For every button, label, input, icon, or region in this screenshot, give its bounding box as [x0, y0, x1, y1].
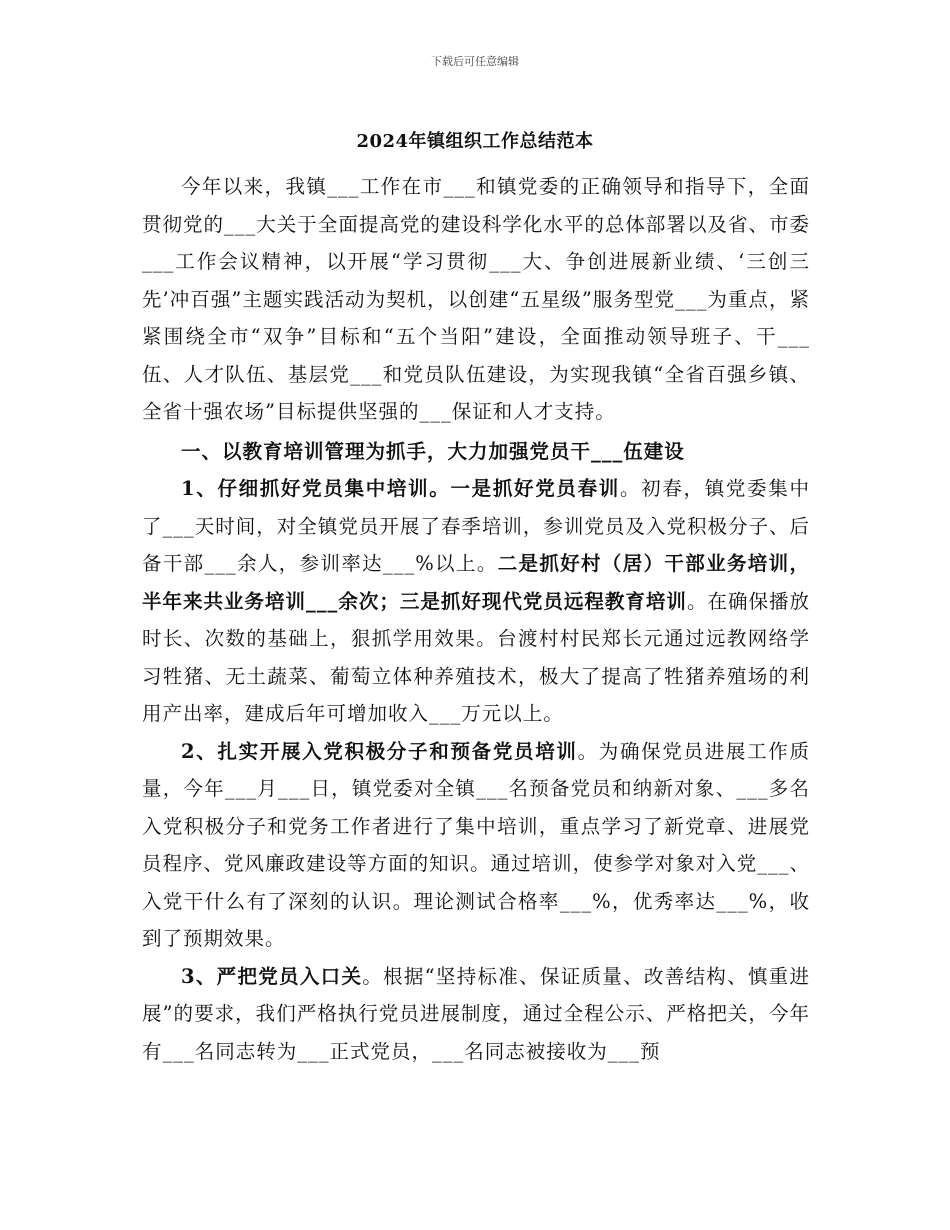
paragraph-entry-heading: 3、严把党员入口关 [181, 964, 363, 988]
paragraph-intro: 今年以来，我镇___工作在市___和镇党委的正确领导和指导下，全面贯彻党的___大关于全面提高党的建设科学化水平的总体部署以及省、市委___工作会议精神，以开展“学习贯彻___大、争创进展新业绩、‘三创三先’冲百强”主题实践活动为契机，以创建“五星级”服务型党___为重点，紧紧围绕全市“双争”目标和“五个当阳”建设，全面推动领导班子、干___伍、人才队伍、基层党___和党员队伍建设，为实现我镇“全省百强乡镇、全省十强农场”目标提供坚强的___保证和人才支持。 [142, 175, 810, 423]
paragraph-training-bold-2: 二是抓好村（居）干部业务培训，半年来共业务培训___余次；三是抓好现代党员远程教育培训 [142, 552, 810, 613]
paragraph-training-heading: 1、仔细抓好党员集中培训。一是抓好党员春训 [181, 477, 620, 500]
paragraph-entry-text: 。根据“坚持标准、保证质量、改善结构、慎重进展”的要求，我们严格执行党员进展制度，通过全程公示、严格把关，今年有___名同志转为___正式党员，___名同志被接收为___预 [142, 964, 810, 1063]
paragraph-activist-text: 。为确保党员进展工作质量，今年___月___日，镇党委对全镇___名预备党员和纳新对象、___多名入党积极分子和党务工作者进行了集中培训，重点学习了新党章、进展党员程序、党风廉政建设等方面的知识。通过培训，使参学对象对入党___、入党干什么有了深刻的认识。理论测试合格率___%，优秀率达___%，收到了预期效果。 [142, 739, 810, 950]
paragraph-training-text-1: 。初春，镇党委集中了___天时间，对全镇党员开展了春季培训，参训党员及入党积极分子、后备干部___余人，参训率达___%以上。 [142, 477, 810, 575]
page-header: 下载后可任意编辑 [431, 55, 519, 68]
paragraph-training-text-2: 。在确保播放时长、次数的基础上，狠抓学用效果。台渡村村民郑长元通过远教网络学习牲猪、无土蔬菜、葡萄立体种养殖技术，极大了提高了牲猪养殖场的利用产出率，建成后年可增加收入___万元以上。 [142, 589, 810, 725]
paragraph-training [142, 470, 810, 733]
document-body [142, 168, 810, 1070]
document-title: 2024年镇组织工作总结范本 [356, 131, 594, 152]
paragraph-activist-heading: 2、扎实开展入党积极分子和预备党员培训 [181, 739, 578, 763]
paragraph-entry-control [142, 958, 810, 1071]
section-heading-1: 一、以教育培训管理为抓手，大力加强党员干___伍建设 [181, 439, 685, 463]
paragraph-activist-training [142, 733, 810, 958]
